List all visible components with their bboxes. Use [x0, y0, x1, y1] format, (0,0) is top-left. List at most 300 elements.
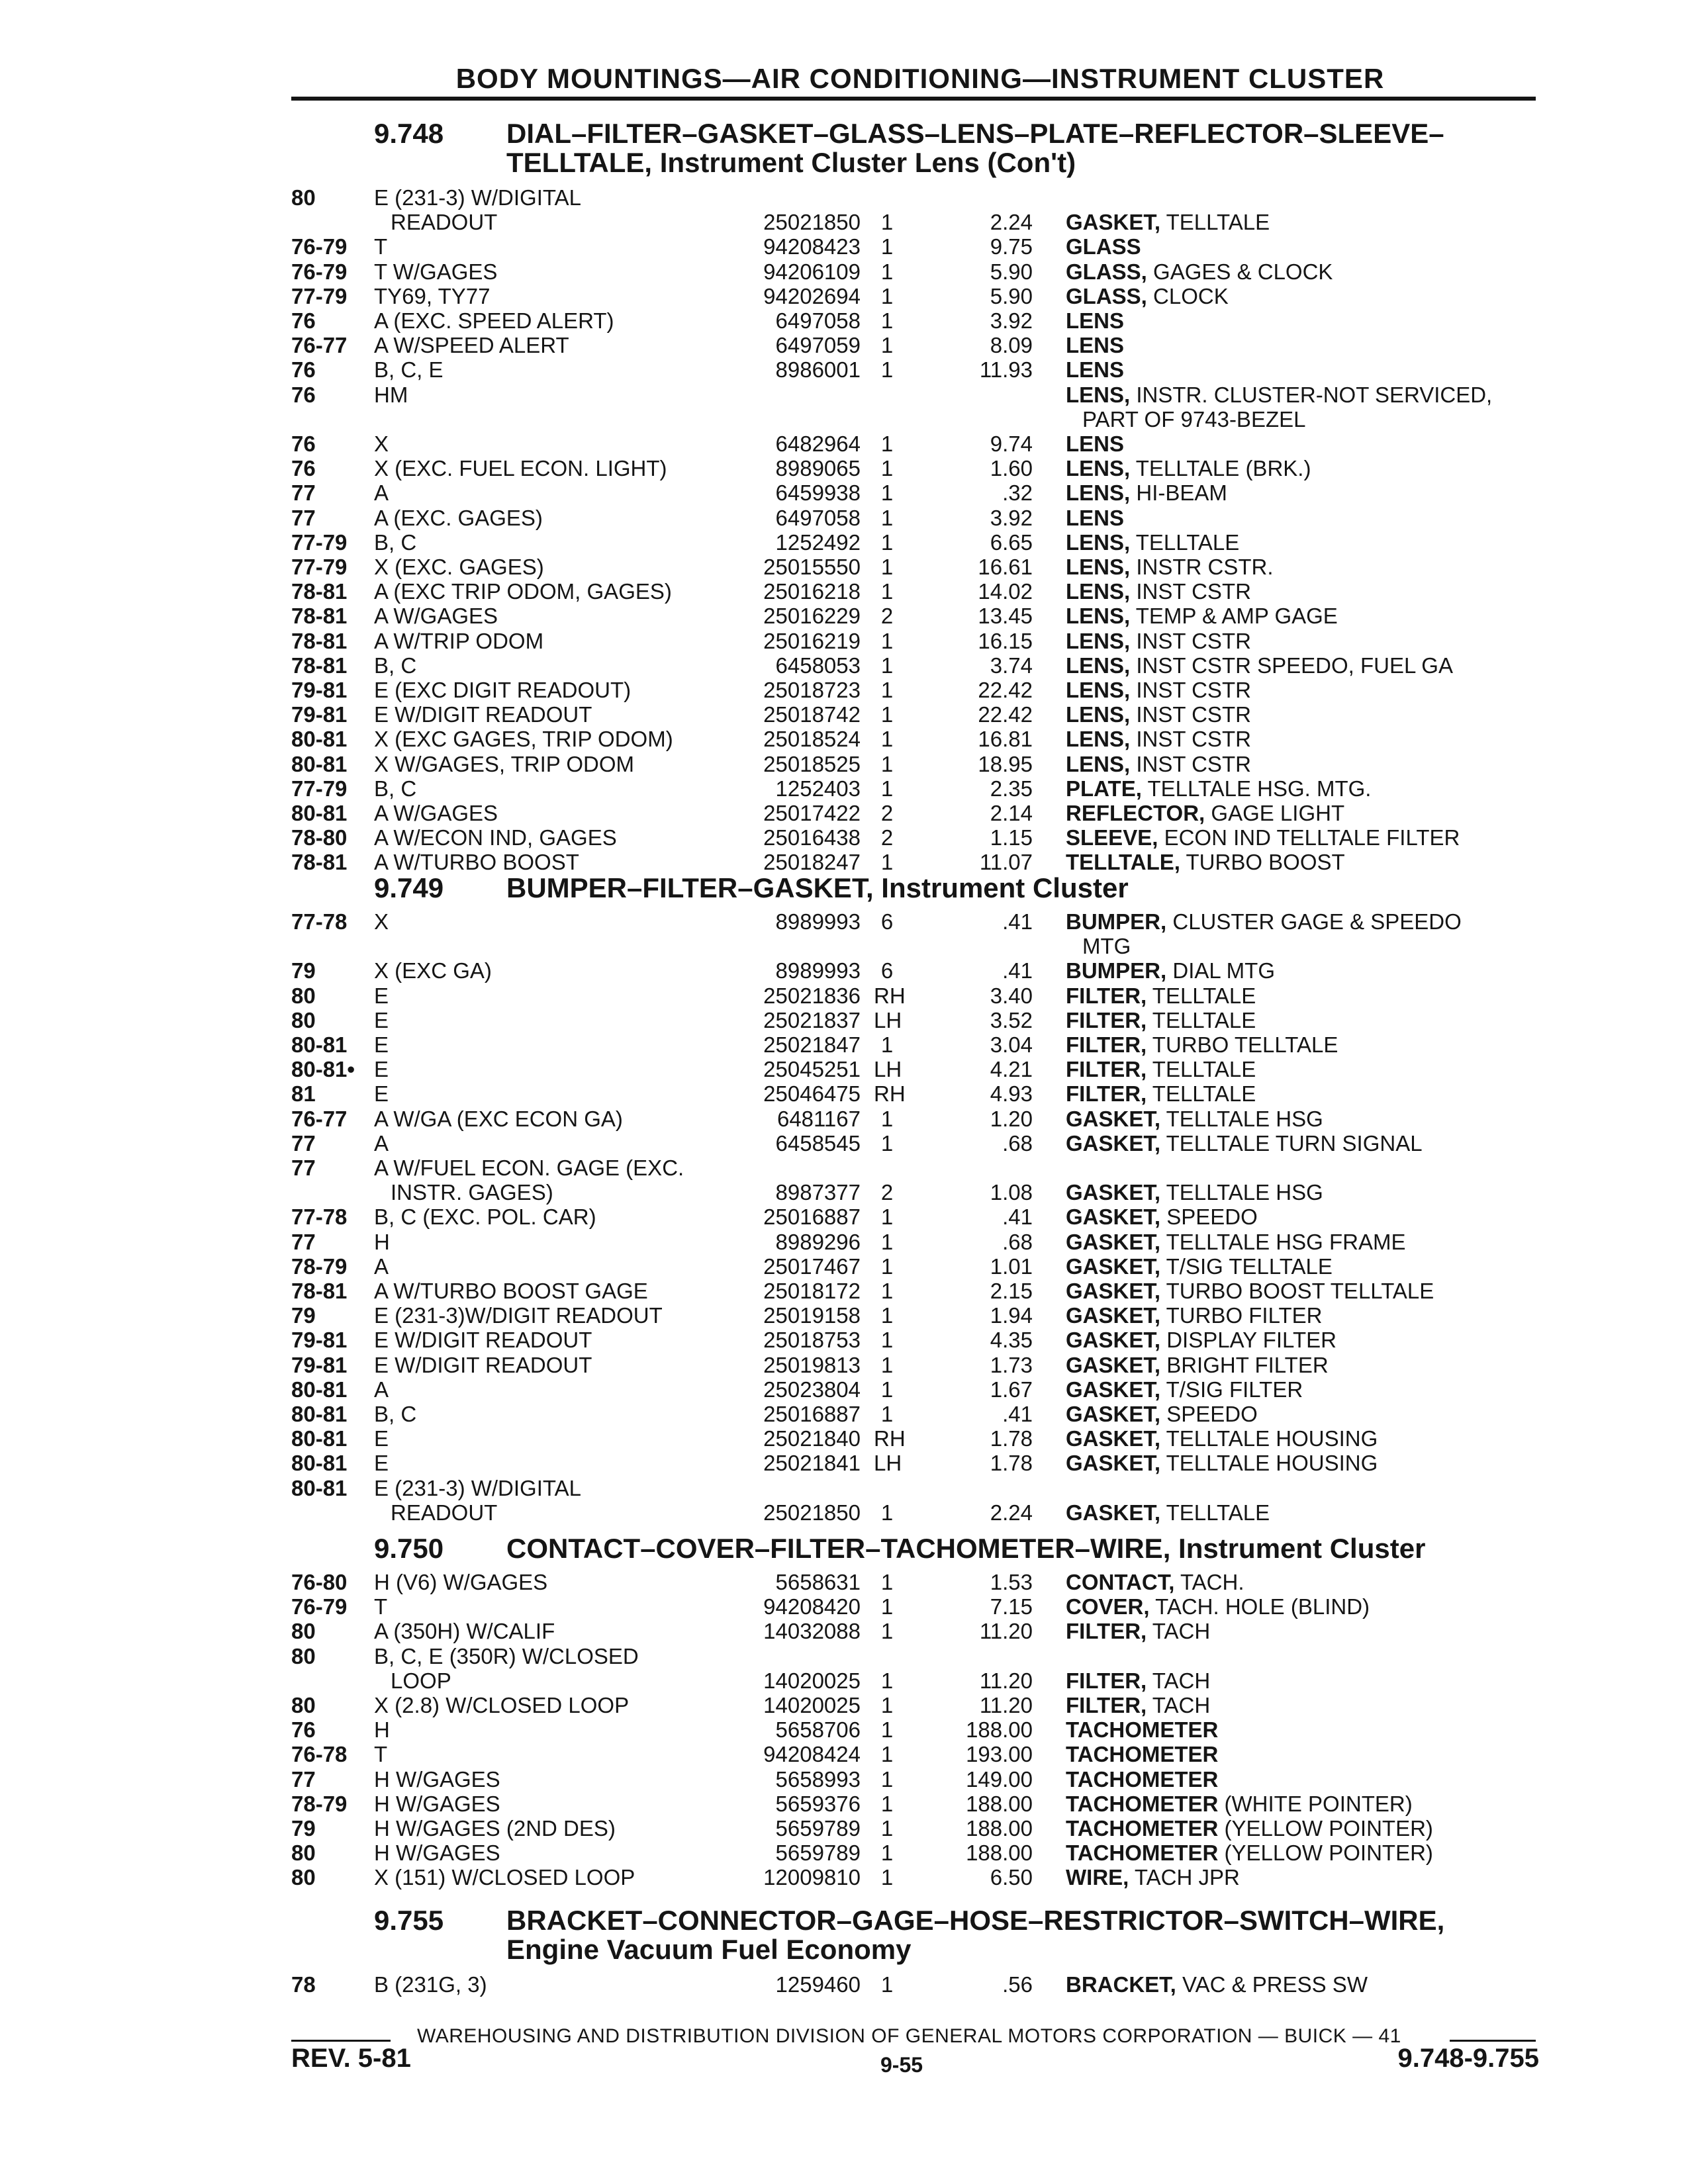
- part-name: [1066, 1972, 1542, 1997]
- price: .68: [1002, 1131, 1033, 1156]
- table-row: [0, 1865, 1688, 1889]
- model-description: X (151) W/CLOSED LOOP: [374, 1865, 635, 1889]
- model-description: X (2.8) W/CLOSED LOOP: [374, 1693, 630, 1717]
- part-number: 1259460: [775, 1972, 861, 1997]
- table-row: [0, 1032, 1688, 1057]
- model-year: 76: [291, 432, 316, 456]
- part-name-bold: GLASS,: [1066, 259, 1147, 284]
- quantity: 1: [880, 456, 894, 480]
- quantity: 1: [880, 1254, 894, 1279]
- part-number: 25021841: [763, 1451, 861, 1475]
- table-row: [0, 1230, 1688, 1254]
- part-name-rest: TELLTALE: [1166, 210, 1270, 234]
- part-name-bold: FILTER,: [1066, 1057, 1147, 1081]
- quantity: 1: [880, 432, 894, 456]
- part-name-rest: (WHITE POINTER): [1224, 1792, 1413, 1816]
- model-description: E W/DIGIT READOUT: [374, 702, 592, 727]
- model-year: 79-81: [291, 702, 348, 727]
- part-name-rest: TELLTALE: [1152, 983, 1256, 1008]
- page-number: 9-55: [880, 2053, 923, 2077]
- quantity: 1: [880, 727, 894, 751]
- part-number: 8986001: [775, 357, 861, 382]
- model-year: 79-81: [291, 1328, 348, 1352]
- model-description: HM: [374, 383, 408, 407]
- header-rule: [291, 97, 1536, 101]
- part-name-bold: TELLTALE,: [1066, 850, 1180, 874]
- part-name-bold: GASKET,: [1066, 1131, 1161, 1156]
- table-row: [0, 1767, 1688, 1792]
- part-name: [1066, 1230, 1542, 1254]
- model-year: 77-79: [291, 530, 348, 555]
- part-name-bold: TACHOMETER: [1066, 1816, 1219, 1841]
- price: 11.93: [979, 357, 1033, 382]
- part-name-bold: GASKET,: [1066, 210, 1161, 234]
- part-name: [1066, 1180, 1542, 1205]
- part-name-rest: TELLTALE HSG: [1166, 1107, 1323, 1131]
- part-name: [1066, 752, 1542, 776]
- quantity: 1: [880, 1377, 894, 1402]
- quantity: 2: [880, 604, 894, 628]
- part-name: [1066, 702, 1542, 727]
- part-name-rest: TELLTALE HSG FRAME: [1166, 1230, 1406, 1254]
- quantity: 1: [880, 1402, 894, 1426]
- price: 188.00: [966, 1717, 1033, 1742]
- table-row: [0, 432, 1688, 456]
- model-description: A W/SPEED ALERT: [374, 333, 569, 357]
- part-name: [1066, 383, 1542, 407]
- model-description: READOUT: [391, 1500, 498, 1525]
- quantity: LH: [874, 1451, 902, 1475]
- part-name-rest: TELLTALE: [1152, 1008, 1256, 1032]
- table-row: [0, 1081, 1688, 1106]
- part-name: [1066, 983, 1542, 1008]
- part-name-bold: GASKET,: [1066, 1451, 1161, 1475]
- table-row: [0, 1816, 1688, 1841]
- part-name: [1066, 284, 1542, 308]
- table-row: [0, 1742, 1688, 1766]
- quantity: 2: [880, 825, 894, 850]
- model-year: 76-78: [291, 1742, 348, 1766]
- part-name-rest: INST CSTR SPEEDO, FUEL GA: [1136, 653, 1453, 678]
- part-name: [1066, 1865, 1542, 1889]
- price: 188.00: [966, 1792, 1033, 1816]
- part-name-bold: GASKET,: [1066, 1377, 1161, 1402]
- part-name-bold: FILTER,: [1066, 1619, 1147, 1643]
- part-name-bold: FILTER,: [1066, 1668, 1147, 1693]
- quantity: 6: [880, 958, 894, 983]
- part-name-bold: GASKET,: [1066, 1500, 1161, 1525]
- part-name-rest: (YELLOW POINTER): [1224, 1816, 1433, 1841]
- part-name: [1066, 480, 1542, 505]
- part-name-rest: GAGE LIGHT: [1211, 801, 1345, 825]
- section-number: 9.755: [374, 1905, 444, 1936]
- part-name: [1066, 308, 1542, 333]
- part-number: 5659789: [775, 1841, 861, 1865]
- quantity: 1: [880, 1972, 894, 1997]
- model-description: X W/GAGES, TRIP ODOM: [374, 752, 635, 776]
- price: 3.52: [990, 1008, 1033, 1032]
- price: 14.02: [978, 579, 1033, 604]
- part-number: 25021837: [763, 1008, 861, 1032]
- part-number: 6459938: [775, 480, 861, 505]
- model-year: 80: [291, 185, 316, 210]
- table-row: [0, 333, 1688, 357]
- part-name: [1066, 653, 1542, 678]
- price: 13.45: [978, 604, 1033, 628]
- model-year: 78-79: [291, 1254, 348, 1279]
- part-name-bold: LENS,: [1066, 579, 1131, 604]
- part-name: [1066, 1668, 1542, 1693]
- price: 193.00: [966, 1742, 1033, 1766]
- part-name-bold: GASKET,: [1066, 1426, 1161, 1451]
- part-name-rest: TACH.: [1180, 1570, 1244, 1594]
- quantity: 1: [880, 1816, 894, 1841]
- price: .32: [1002, 480, 1033, 505]
- quantity: 1: [880, 629, 894, 653]
- quantity: 1: [880, 333, 894, 357]
- part-number: 25016438: [763, 825, 861, 850]
- model-description: E (231-3) W/DIGITAL: [374, 185, 581, 210]
- part-number: 25018753: [763, 1328, 861, 1352]
- quantity: 1: [880, 1107, 894, 1131]
- part-name-bold: GASKET,: [1066, 1328, 1161, 1352]
- model-description: A (EXC. GAGES): [374, 506, 543, 530]
- model-year: 77-79: [291, 284, 348, 308]
- part-name-rest: (YELLOW POINTER): [1224, 1841, 1433, 1865]
- part-name: [1066, 727, 1542, 751]
- price: 188.00: [966, 1841, 1033, 1865]
- part-number: 94202694: [763, 284, 861, 308]
- part-name-rest: SPEEDO: [1166, 1205, 1258, 1229]
- model-description: E (EXC DIGIT READOUT): [374, 678, 632, 702]
- quantity: 1: [880, 530, 894, 555]
- table-row: [0, 702, 1688, 727]
- model-year: 80: [291, 1619, 316, 1643]
- price: 1.01: [990, 1254, 1033, 1279]
- part-name: [1066, 1107, 1542, 1131]
- part-name: [1066, 1303, 1542, 1328]
- price: 16.81: [978, 727, 1033, 751]
- part-name: [1066, 432, 1542, 456]
- part-name: [1082, 407, 1542, 432]
- section-title-line2: TELLTALE, Instrument Cluster Lens (Con't): [506, 147, 1076, 178]
- model-year: 78-81: [291, 1279, 348, 1303]
- part-name: [1066, 1594, 1542, 1619]
- part-name-bold: BUMPER,: [1066, 909, 1167, 934]
- part-number: 25017422: [763, 801, 861, 825]
- price: 16.61: [978, 555, 1033, 579]
- table-row: [0, 383, 1688, 407]
- model-description: E: [374, 1032, 389, 1057]
- quantity: 1: [880, 357, 894, 382]
- quantity: 1: [880, 579, 894, 604]
- part-name: [1066, 678, 1542, 702]
- part-name-bold: LENS: [1066, 308, 1125, 333]
- part-name-rest: DIAL MTG: [1172, 958, 1275, 983]
- model-year: 78-81: [291, 579, 348, 604]
- table-row: [0, 653, 1688, 678]
- price: 22.42: [978, 702, 1033, 727]
- part-name: [1066, 234, 1542, 259]
- table-row: [0, 1205, 1688, 1229]
- part-name-rest: TACH: [1152, 1619, 1211, 1643]
- part-number: 25018524: [763, 727, 861, 751]
- model-description: A W/GAGES: [374, 801, 498, 825]
- quantity: RH: [874, 1081, 906, 1106]
- table-row: [0, 752, 1688, 776]
- quantity: 2: [880, 801, 894, 825]
- part-name-rest: TELLTALE TURN SIGNAL: [1166, 1131, 1423, 1156]
- model-description: A (EXC TRIP ODOM, GAGES): [374, 579, 672, 604]
- table-row: [0, 1594, 1688, 1619]
- quantity: 1: [880, 752, 894, 776]
- part-name-rest: INST CSTR: [1136, 702, 1251, 727]
- part-number: 25016229: [763, 604, 861, 628]
- price: 1.20: [990, 1107, 1033, 1131]
- model-description: A: [374, 480, 389, 505]
- model-year: 76-77: [291, 333, 348, 357]
- model-year: 80: [291, 1693, 316, 1717]
- part-name-bold: GASKET,: [1066, 1303, 1161, 1328]
- price: 6.65: [990, 530, 1033, 555]
- section-title: [374, 874, 1546, 903]
- part-number: 12009810: [763, 1865, 861, 1889]
- table-row: [0, 1180, 1688, 1205]
- price: .41: [1002, 1205, 1033, 1229]
- part-name-rest: TELLTALE: [1135, 530, 1240, 555]
- price: 3.40: [990, 983, 1033, 1008]
- part-name: [1066, 1131, 1542, 1156]
- part-number: 14032088: [763, 1619, 861, 1643]
- part-number: 25023804: [763, 1377, 861, 1402]
- model-description: A W/TURBO BOOST GAGE: [374, 1279, 648, 1303]
- part-number: 25046475: [763, 1081, 861, 1106]
- part-name: [1066, 604, 1542, 628]
- model-year: 80: [291, 1008, 316, 1032]
- part-number: 94208423: [763, 234, 861, 259]
- table-row: [0, 1570, 1688, 1594]
- model-year: 80-81: [291, 727, 348, 751]
- model-description: A W/ECON IND, GAGES: [374, 825, 617, 850]
- part-name-bold: LENS,: [1066, 456, 1131, 480]
- model-year: 78-81: [291, 653, 348, 678]
- part-name-bold: FILTER,: [1066, 1081, 1147, 1106]
- model-description: H W/GAGES: [374, 1767, 500, 1792]
- table-row: [0, 480, 1688, 505]
- part-name-rest: MTG: [1082, 934, 1131, 958]
- part-number: 25018742: [763, 702, 861, 727]
- model-description: LOOP: [391, 1668, 451, 1693]
- part-name: [1066, 1008, 1542, 1032]
- model-year: 79: [291, 958, 316, 983]
- part-name-bold: GASKET,: [1066, 1254, 1161, 1279]
- part-name-bold: WIRE,: [1066, 1865, 1129, 1889]
- part-number: 25018723: [763, 678, 861, 702]
- footer-rule-right: [1450, 2040, 1536, 2042]
- part-name-rest: INST CSTR: [1136, 629, 1251, 653]
- model-year: 80-81: [291, 1377, 348, 1402]
- part-name-rest: HI-BEAM: [1136, 480, 1227, 505]
- quantity: 1: [880, 1328, 894, 1352]
- table-row: [0, 934, 1688, 958]
- part-name-bold: TACHOMETER: [1066, 1792, 1219, 1816]
- price: 1.08: [990, 1180, 1033, 1205]
- model-year: 76-79: [291, 259, 348, 284]
- table-row: [0, 1841, 1688, 1865]
- part-name-rest: T/SIG FILTER: [1166, 1377, 1303, 1402]
- section-title: [374, 1534, 1546, 1563]
- model-year: 77: [291, 506, 316, 530]
- model-year: 79-81: [291, 1353, 348, 1377]
- model-description: B, C, E: [374, 357, 444, 382]
- table-row: [0, 579, 1688, 604]
- section-range: 9.748-9.755: [1397, 2044, 1539, 2073]
- model-description: X (EXC GAGES, TRIP ODOM): [374, 727, 673, 751]
- model-year: 80-81: [291, 1426, 348, 1451]
- part-name-bold: SLEEVE,: [1066, 825, 1158, 850]
- quantity: 2: [880, 1180, 894, 1205]
- quantity: 1: [880, 1619, 894, 1643]
- quantity: 1: [880, 1767, 894, 1792]
- part-name-bold: LENS,: [1066, 752, 1131, 776]
- part-name-rest: T/SIG TELLTALE: [1166, 1254, 1333, 1279]
- model-description: INSTR. GAGES): [391, 1180, 553, 1205]
- quantity: 1: [880, 234, 894, 259]
- part-name-rest: VAC & PRESS SW: [1182, 1972, 1368, 1997]
- model-year: 76: [291, 1717, 316, 1742]
- part-name-bold: LENS,: [1066, 383, 1131, 407]
- model-year: 80: [291, 1865, 316, 1889]
- part-number: 25016887: [763, 1205, 861, 1229]
- part-number: 1252492: [775, 530, 861, 555]
- model-description: B, C: [374, 530, 417, 555]
- quantity: 1: [880, 308, 894, 333]
- part-name-rest: CLUSTER GAGE & SPEEDO: [1172, 909, 1462, 934]
- part-name: [1066, 357, 1542, 382]
- model-year: 80-81: [291, 1402, 348, 1426]
- model-description: B (231G, 3): [374, 1972, 487, 1997]
- model-description: E (231-3)W/DIGIT READOUT: [374, 1303, 663, 1328]
- part-name: [1066, 1767, 1542, 1792]
- quantity: 1: [880, 284, 894, 308]
- quantity: 1: [880, 678, 894, 702]
- part-number: 6482964: [775, 432, 861, 456]
- part-number: 5658706: [775, 1717, 861, 1742]
- price: 2.24: [990, 1500, 1033, 1525]
- part-name: [1066, 210, 1542, 234]
- part-name: [1066, 1402, 1542, 1426]
- price: 1.94: [990, 1303, 1033, 1328]
- quantity: LH: [874, 1057, 902, 1081]
- model-description: T: [374, 1742, 388, 1766]
- part-number: 25017467: [763, 1254, 861, 1279]
- part-name-bold: LENS,: [1066, 678, 1131, 702]
- part-name-bold: TACHOMETER: [1066, 1742, 1219, 1766]
- part-number: 25021836: [763, 983, 861, 1008]
- quantity: 1: [880, 1865, 894, 1889]
- table-row: [0, 1717, 1688, 1742]
- part-name: [1066, 1693, 1542, 1717]
- part-number: 6458545: [775, 1131, 861, 1156]
- part-number: 25016887: [763, 1402, 861, 1426]
- price: 188.00: [966, 1816, 1033, 1841]
- model-description: E W/DIGIT READOUT: [374, 1328, 592, 1352]
- model-description: H (V6) W/GAGES: [374, 1570, 548, 1594]
- quantity: LH: [874, 1008, 902, 1032]
- table-row: [0, 259, 1688, 284]
- part-name: [1066, 776, 1542, 801]
- model-year: 80: [291, 1841, 316, 1865]
- part-name: [1066, 1328, 1542, 1352]
- model-year: 78-81: [291, 629, 348, 653]
- part-name-rest: TACH JPR: [1134, 1865, 1240, 1889]
- quantity: 1: [880, 1279, 894, 1303]
- page-title: BODY MOUNTINGS—AIR CONDITIONING—INSTRUMENT CLUSTER: [455, 63, 1385, 94]
- section-title: [374, 1905, 1546, 1965]
- price: 1.67: [990, 1377, 1033, 1402]
- model-description: B, C: [374, 1402, 417, 1426]
- table-row: [0, 1451, 1688, 1475]
- part-number: 25019158: [763, 1303, 861, 1328]
- section-title-line1: BUMPER–FILTER–GASKET, Instrument Cluster: [506, 872, 1129, 903]
- model-description: E: [374, 983, 389, 1008]
- model-year: 77-79: [291, 555, 348, 579]
- part-name: [1066, 1742, 1542, 1766]
- part-name-bold: FILTER,: [1066, 1693, 1147, 1717]
- part-number: 6497058: [775, 308, 861, 333]
- part-number: 6497059: [775, 333, 861, 357]
- model-year: 76: [291, 357, 316, 382]
- model-description: E: [374, 1057, 389, 1081]
- part-name-bold: GASKET,: [1066, 1107, 1161, 1131]
- price: 4.35: [990, 1328, 1033, 1352]
- section-number: 9.748: [374, 118, 444, 149]
- part-number: 5659789: [775, 1816, 861, 1841]
- price: 1.53: [990, 1570, 1033, 1594]
- table-row: [0, 1303, 1688, 1328]
- part-name-rest: TURBO TELLTALE: [1152, 1032, 1338, 1057]
- part-number: 14020025: [763, 1693, 861, 1717]
- part-name-rest: SPEEDO: [1166, 1402, 1258, 1426]
- part-name: [1066, 850, 1542, 874]
- part-name-rest: TEMP & AMP GAGE: [1135, 604, 1338, 628]
- model-description: X (EXC. GAGES): [374, 555, 544, 579]
- part-name-bold: GASKET,: [1066, 1402, 1161, 1426]
- model-year: 76: [291, 308, 316, 333]
- model-year: 78-81: [291, 850, 348, 874]
- part-number: 25016218: [763, 579, 861, 604]
- model-description: A (EXC. SPEED ALERT): [374, 308, 614, 333]
- part-name: [1066, 333, 1542, 357]
- model-description: B, C (EXC. POL. CAR): [374, 1205, 596, 1229]
- table-row: [0, 357, 1688, 382]
- part-name-bold: GLASS,: [1066, 284, 1147, 308]
- table-row: [0, 284, 1688, 308]
- part-name-bold: LENS,: [1066, 604, 1131, 628]
- quantity: 1: [880, 210, 894, 234]
- part-name-rest: TURBO FILTER: [1166, 1303, 1323, 1328]
- table-row: [0, 850, 1688, 874]
- part-name-rest: TACH: [1152, 1693, 1211, 1717]
- model-year: 80-81•: [291, 1057, 355, 1081]
- price: 2.24: [990, 210, 1033, 234]
- part-number: 5658631: [775, 1570, 861, 1594]
- table-row: [0, 1107, 1688, 1131]
- section-number: 9.749: [374, 872, 444, 903]
- model-description: H W/GAGES: [374, 1792, 500, 1816]
- table-row: [0, 1619, 1688, 1643]
- part-name: [1066, 1619, 1542, 1643]
